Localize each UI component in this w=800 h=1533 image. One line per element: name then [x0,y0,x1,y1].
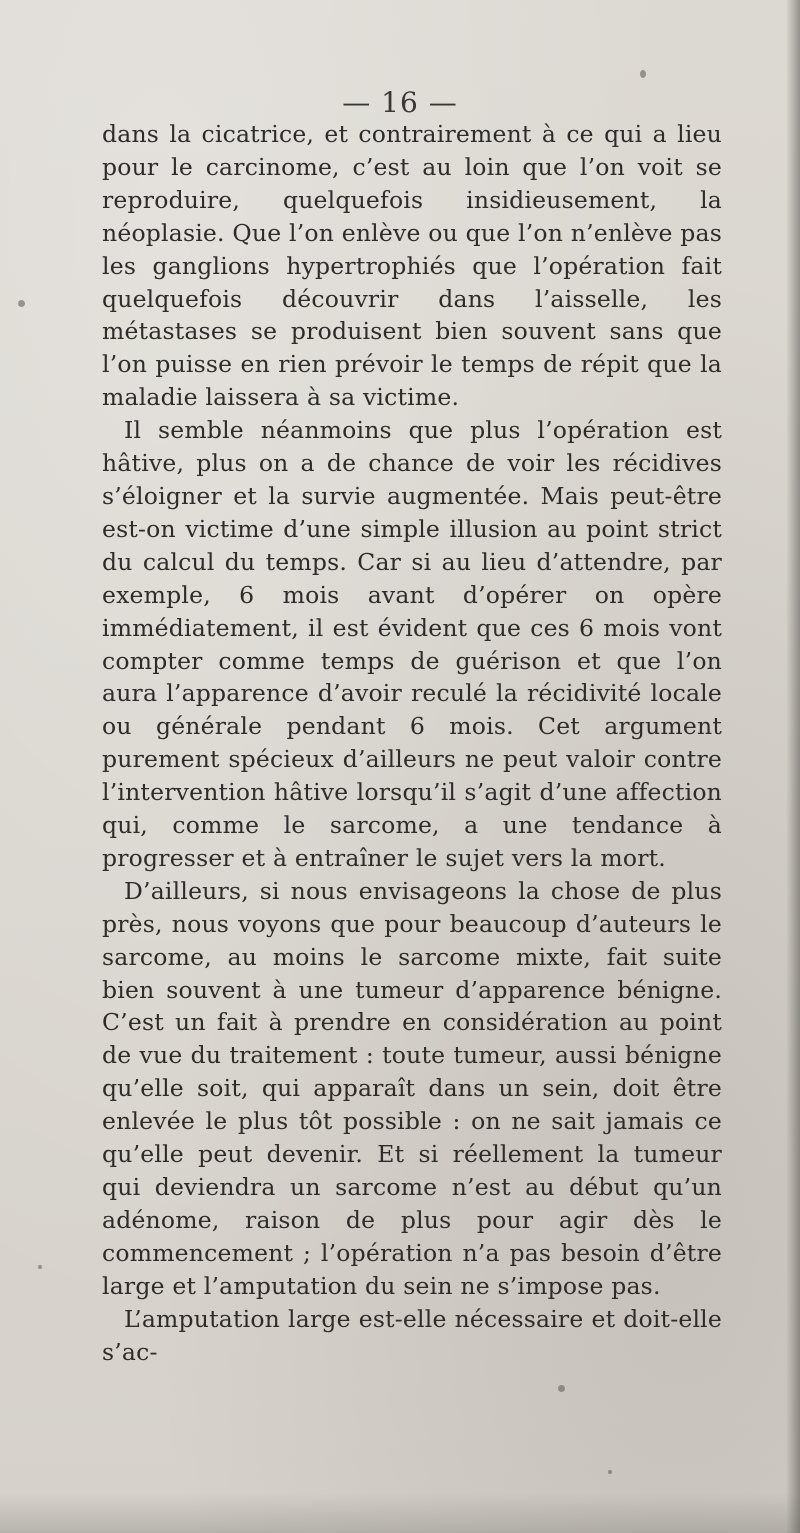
paper-speck [38,1265,42,1269]
paper-speck [18,300,25,307]
paragraph-3: D’ailleurs, si nous envisageons la chose de plus près, nous voyons que pour beaucoup d’auteurs le sarcome, au moins le sarcome mixte, fait suite bien souvent à une tumeur d’apparence bénigne. C’est un fait à prendre en considération au point de vue du traitement : toute tumeur, aussi bénigne qu’elle soit, qui apparaît dans un sein, doit être enlevée le plus tôt possible : on ne sait jamais ce qu’elle peut devenir. Et si réellement la tumeur qui deviendra un sarcome n’est au début qu’un adénome, raison de plus pour agir dès le commencement ; l’opération n’a pas besoin d’être large et l’amputation du sein ne s’impose pas. [102,876,722,1300]
paragraph-2: Il semble néanmoins que plus l’opération est hâtive, plus on a de chance de voir les récidives s’éloigner et la survie augmentée. Mais peut-être est-on victime d’une simple illusion au point strict du calcul du temps. Car si au lieu d’attendre, par exemple, 6 mois avant d’opérer on opère immédiatement, il est évident que ces 6 mois vont compter comme temps de guérison et que l’on aura l’apparence d’avoir reculé la récidivité locale ou générale pendant 6 mois. Cet argument purement spécieux d’ailleurs ne peut valoir contre l’intervention hâtive lorsqu’il s’agit d’une affection qui, comme le sarcome, a une tendance à progresser et à entraîner le sujet vers la mort. [102,416,722,872]
paragraph-4: L’amputation large est-elle nécessaire et doit-elle s’ac- [102,1304,722,1366]
paper-speck [558,1385,565,1392]
body-text [102,118,722,1368]
page-number: — 16 — [342,86,458,119]
scan-bottom-shadow [0,1493,800,1533]
paragraph-1: dans la cicatrice, et contrairement à ce qui a lieu pour le carcinome, c’est au loin que l’on voit se reproduire, quelquefois insidieusement, la néoplasie. Que l’on enlève ou que l’on n’enlève pas les ganglions hypertrophiés que l’opération fait quelquefois découvrir dans l’aisselle, les métastases se produisent bien souvent sans que l’on puisse en rien prévoir le temps de répit que la maladie laissera à sa victime. [102,120,722,412]
paper-speck [640,70,646,78]
paper-speck [608,1470,612,1474]
scan-edge-shadow [786,0,800,1533]
